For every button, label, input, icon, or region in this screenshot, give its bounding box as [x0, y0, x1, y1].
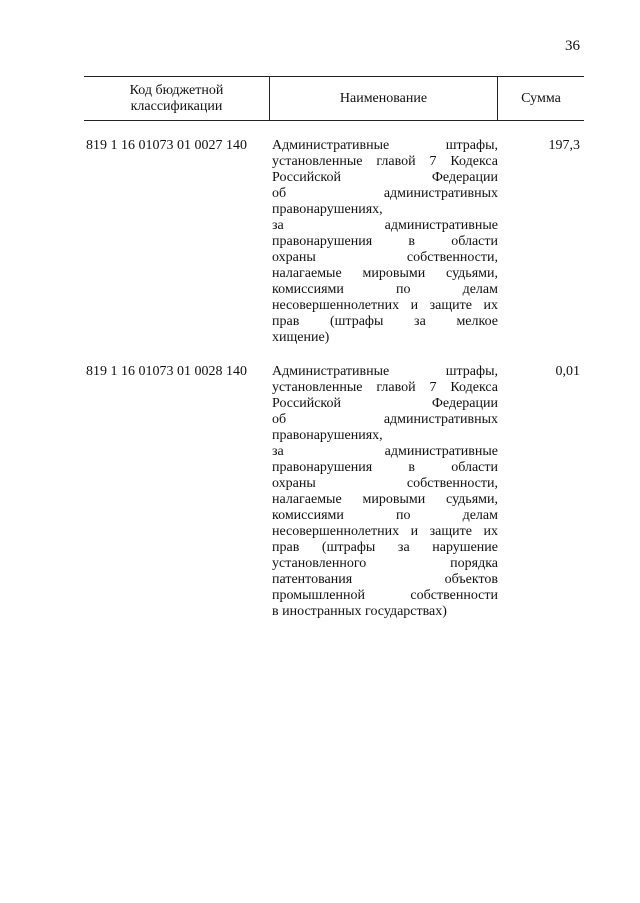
amount: 0,01	[555, 364, 580, 379]
table-header-bottom-rule	[84, 120, 584, 121]
row-description	[272, 138, 498, 346]
header-name	[270, 77, 497, 120]
amount: 197,3	[548, 138, 580, 153]
description-line: правонарушения в области	[272, 460, 498, 475]
description-line: правонарушениях,	[272, 202, 383, 217]
description-line: Российской Федерации	[272, 170, 498, 185]
description-line: за административные	[272, 444, 498, 459]
description-line: правонарушения в области	[272, 234, 498, 249]
description-line: несовершеннолетних и защите их	[272, 524, 498, 539]
description-line: в иностранных государствах)	[272, 604, 447, 619]
description-line: хищение)	[272, 330, 330, 345]
description-line: за административные	[272, 218, 498, 233]
description-line: установленного порядка	[272, 556, 498, 571]
description-line: прав (штрафы за нарушение	[272, 540, 498, 555]
description-line: несовершеннолетних и защите их	[272, 298, 498, 313]
header-name-line: Наименование	[339, 90, 428, 106]
description-line: установленные главой 7 Кодекса	[272, 380, 498, 395]
description-line: прав (штрафы за мелкое	[272, 314, 498, 329]
header-code-line: Код бюджетной	[129, 82, 224, 98]
description-line: комиссиями по делам	[272, 508, 498, 523]
header-sum-line: Сумма	[521, 90, 561, 106]
description-line: установленные главой 7 Кодекса	[272, 154, 498, 169]
description-line: об административных	[272, 412, 498, 427]
description-line: правонарушениях,	[272, 428, 383, 443]
description-line: охраны собственности,	[272, 250, 498, 265]
description-line: Административные штрафы,	[272, 138, 498, 153]
row-description	[272, 364, 498, 620]
description-line: комиссиями по делам	[272, 282, 498, 297]
header-code	[84, 77, 269, 120]
description-line: Российской Федерации	[272, 396, 498, 411]
description-line: налагаемые мировыми судьями,	[272, 492, 498, 507]
budget-code: 819 1 16 01073 01 0027 140	[86, 138, 247, 153]
description-line: охраны собственности,	[272, 476, 498, 491]
budget-code: 819 1 16 01073 01 0028 140	[86, 364, 247, 379]
description-line: патентования объектов	[272, 572, 498, 587]
description-line: об административных	[272, 186, 498, 201]
description-line: Административные штрафы,	[272, 364, 498, 379]
page-number: 36	[565, 38, 580, 54]
header-code-line: классификации	[130, 98, 223, 114]
description-line: промышленной собственности	[272, 588, 498, 603]
header-sum	[498, 77, 584, 120]
description-line: налагаемые мировыми судьями,	[272, 266, 498, 281]
